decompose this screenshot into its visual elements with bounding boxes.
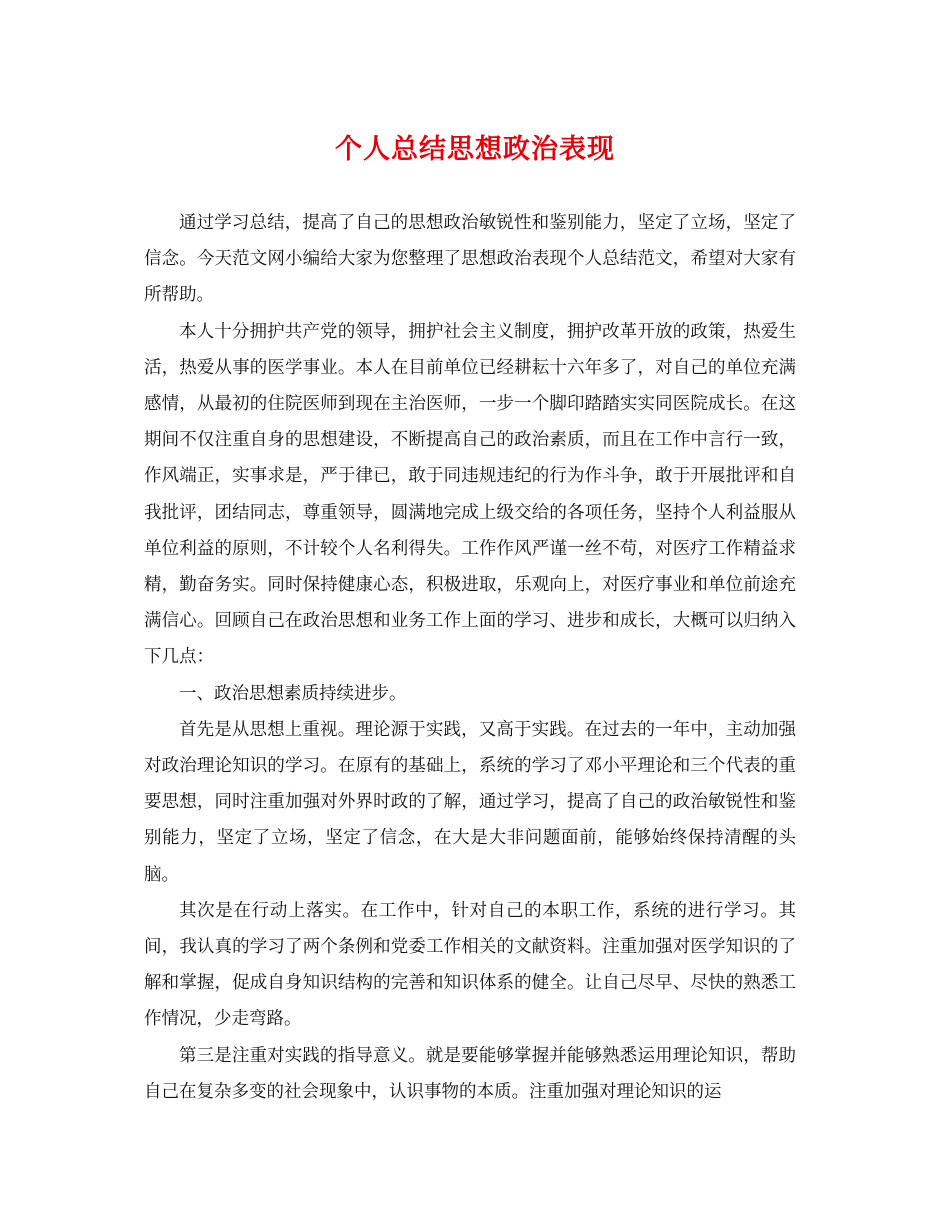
paragraph-third-point: 第三是注重对实践的指导意义。就是要能够掌握并能够熟悉运用理论知识，帮助自己在复杂多变的社会现象中，认识事物的本质。注重加强对理论知识的运	[144, 1045, 796, 1102]
paragraph-self-assessment: 本人十分拥护共产党的领导，拥护社会主义制度，拥护改革开放的政策，热爱生活，热爱从事的医学事业。本人在目前单位已经耕耘十六年多了，对自己的单位充满感情，从最初的住院医师到现在主治医师，一步一个脚印踏踏实实同医院成长。在这期间不仅注重自身的思想建设，不断提高自己的政治素质，而且在工作中言行一致，作风端正，实事求是，严于律已，敢于同违规违纪的行为作斗争，敢于开展批评和自我批评，团结同志，尊重领导，圆满地完成上级交给的各项任务，坚持个人利益服从单位利益的原则，不计较个人名利得失。工作作风严谨一丝不苟，对医疗工作精益求精，勤奋务实。同时保持健康心态，积极进取，乐观向上，对医疗事业和单位前途充满信心。回顾自己在政治思想和业务工作上面的学习、进步和成长，大概可以归纳入下几点：	[144, 321, 796, 668]
paragraph-intro: 通过学习总结，提高了自己的思想政治敏锐性和鉴别能力，坚定了立场，坚定了信念。今天范文网小编给大家为您整理了思想政治表现个人总结范文，希望对大家有所帮助。	[144, 213, 796, 306]
document-body	[144, 205, 796, 1110]
paragraph-second-point: 其次是在行动上落实。在工作中，针对自己的本职工作，系统的进行学习。其间，我认真的学习了两个条例和党委工作相关的文献资料。注重加强对医学知识的了解和掌握，促成自身知识结构的完善和知识体系的健全。让自己尽早、尽快的熟悉工作情况，少走弯路。	[144, 900, 796, 1030]
paragraph-first-point: 首先是从思想上重视。理论源于实践，又高于实践。在过去的一年中，主动加强对政治理论知识的学习。在原有的基础上，系统的学习了邓小平理论和三个代表的重要思想，同时注重加强对外界时政的了解，通过学习，提高了自己的政治敏锐性和鉴别能力，坚定了立场，坚定了信念，在大是大非问题面前，能够始终保持清醒的头脑。	[144, 719, 796, 885]
section-heading-political-quality: 一、政治思想素质持续进步。	[179, 683, 407, 704]
document-title: 个人总结思想政治表现	[335, 134, 615, 165]
